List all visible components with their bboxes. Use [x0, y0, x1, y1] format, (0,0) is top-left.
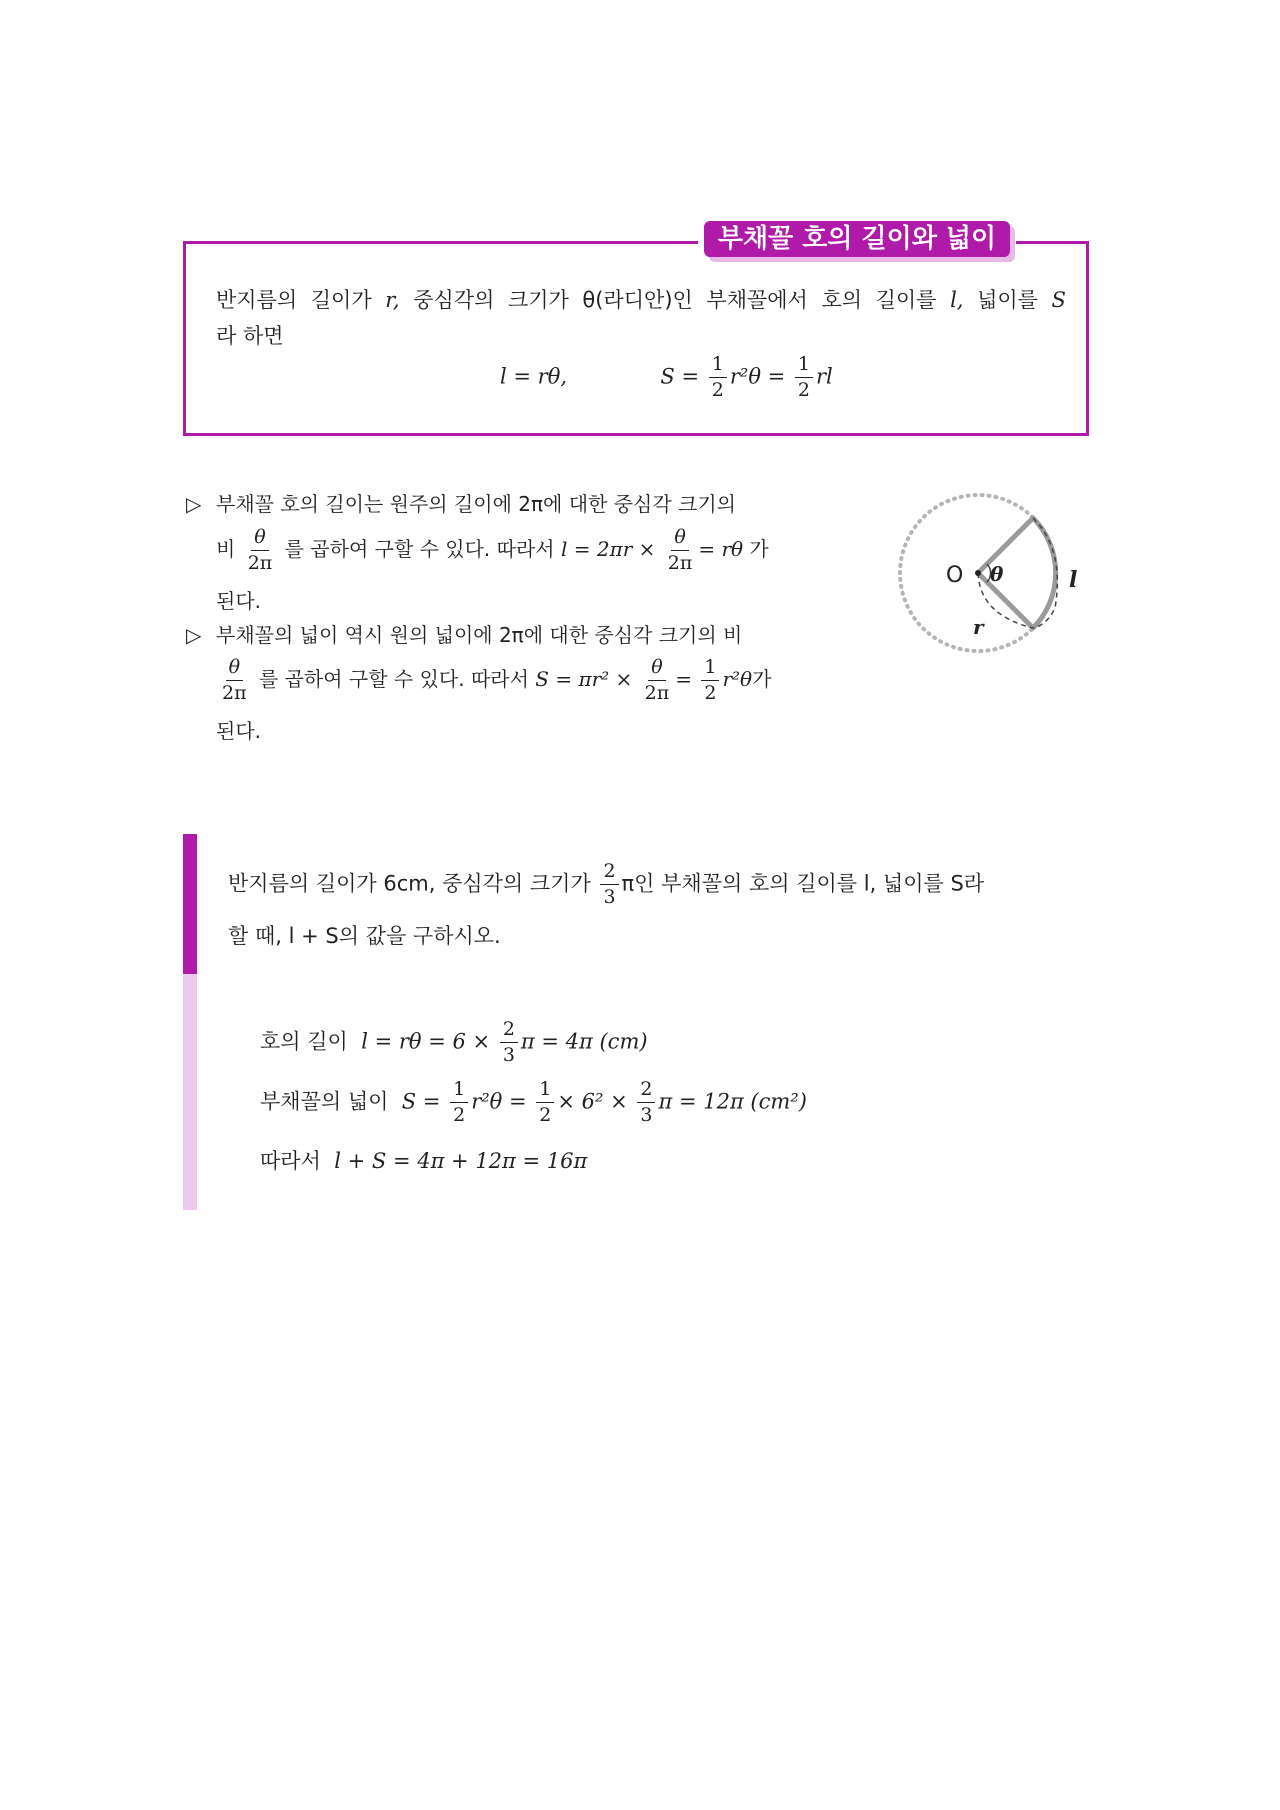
bullet-marker-icon: ▷ — [186, 623, 202, 647]
bullet-1-line2: 비 $\frac{\theta}{2\pi}$ 를 곱하여 구할 수 있다. 따라서 l = 2πr × $\frac{\theta}{2\pi}$ = rθ 가 — [216, 526, 769, 574]
solution-line2: 부채꼴의 넓이 S = $\frac{1}{2}$ r²θ = $\frac{1}{2}$ × 6² × $\frac{2}{3}$ π = 12π (cm²) — [260, 1078, 807, 1126]
example-question-line1: 반지름의 길이가 6cm, 중심각의 크기가 $\frac{2}{3}$ π인 부채꼴의 호의 길이를 l, 넓이를 S라 — [228, 860, 985, 908]
formula-title — [698, 221, 1016, 263]
bullet-1-line1: ▷ 부채꼴 호의 길이는 원주의 길이에 2π에 대한 중심각 크기의 — [186, 492, 736, 516]
formula-line — [500, 355, 833, 400]
half-fraction: $\frac{1}{2}$ — [709, 355, 727, 400]
solution-line3: 따라서 l + S = 4π + 12π = 16π — [260, 1149, 588, 1173]
center-point — [975, 570, 981, 576]
bullet-2-line1: ▷ 부채꼴의 넓이 역시 원의 넓이에 2π에 대한 중심각 크기의 비 — [186, 623, 743, 647]
area-formula-end: rl — [816, 364, 833, 389]
bullet-1-line3: 된다. — [216, 589, 261, 613]
example-question-line2: 할 때, l + S의 값을 구하시오. — [228, 924, 501, 948]
formula-description — [216, 282, 1066, 354]
bullet-2-line3: 된다. — [216, 719, 261, 743]
formula-description-line2: 라 하면 — [216, 324, 284, 348]
sector-diagram — [895, 490, 1095, 665]
half-fraction-2: $\frac{1}{2}$ — [795, 355, 813, 400]
radius-label: r — [973, 615, 984, 639]
arc-length-formula: l = rθ, — [500, 364, 568, 389]
bullet-marker-icon: ▷ — [186, 492, 202, 516]
formula-description-line1: 반지름의 길이가 r, 중심각의 크기가 θ(라디안)인 부채꼴에서 호의 길이를 l, 넓이를 S — [216, 288, 1066, 312]
arc-label: l — [1069, 567, 1078, 593]
example-accent-bar — [183, 834, 197, 974]
solution-line1: 호의 길이 l = rθ = 6 × $\frac{2}{3}$ π = 4π (cm) — [260, 1018, 648, 1066]
angle-label: θ — [990, 562, 1004, 586]
center-label: O — [946, 563, 964, 588]
solution-accent-bar — [183, 974, 197, 1210]
formula-title-label: 부채꼴 호의 길이와 넓이 — [704, 221, 1010, 257]
bullet-2-line2: $\frac{\theta}{2\pi}$ 를 곱하여 구할 수 있다. 따라서 S = πr² × $\frac{\theta}{2\pi}$ = $\frac{1}{2}$ r²θ가 — [222, 656, 772, 704]
area-formula-mid: r²θ = — [729, 364, 786, 389]
area-formula-lhs: S = — [660, 364, 700, 389]
